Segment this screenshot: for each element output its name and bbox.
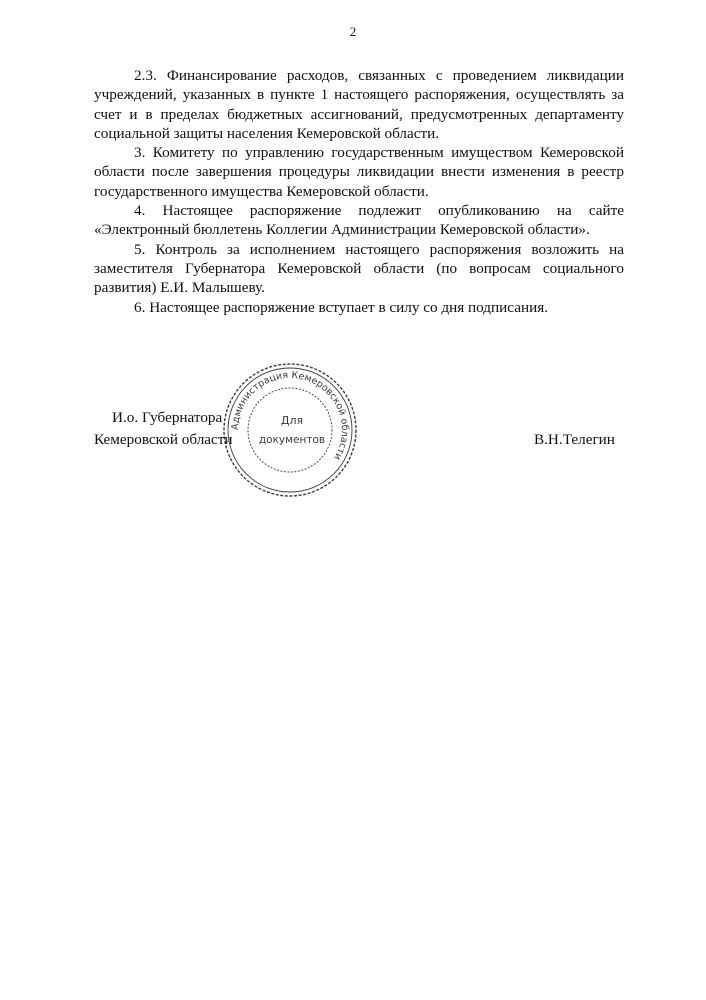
signatory-title-line1: И.о. Губернатора [112,409,223,426]
paragraph-4: 4. Настоящее распоряжение подлежит опубликованию на сайте «Электронный бюллетень Коллегии Администрации Кемеровской области». [94,202,624,239]
paragraph-6: 6. Настоящее распоряжение вступает в силу со дня подписания. [134,298,548,316]
official-seal-icon [220,360,360,500]
signatory-title-line2: Кемеровской области [94,431,233,448]
seal-ring-text: Администрация Кемеровской области [229,369,351,462]
paragraph-3: 3. Комитету по управлению государственным имуществом Кемеровской области после завершения процедуры ликвидации внести изменения в реестр государственного имущества Кемеровской области. [94,144,624,200]
document-body [94,66,624,317]
page-number: 2 [349,24,357,39]
seal-center-line1: Для [280,414,304,427]
paragraph-2-3: 2.3. Финансирование расходов, связанных с проведением ликвидации учреждений, указанных в пункте 1 настоящего распоряжения, осуществлять за счет и в пределах бюджетных ассигнований, предусмотренных департаменту социальной защиты населения Кемеровской области. [94,67,624,142]
signatory-name: В.Н.Телегин [534,431,615,448]
seal-center-line2: документов [258,434,326,446]
paragraph-5: 5. Контроль за исполнением настоящего распоряжения возложить на заместителя Губернатора Кемеровской области (по вопросам социального развития) Е.И. Малышеву. [94,240,624,297]
